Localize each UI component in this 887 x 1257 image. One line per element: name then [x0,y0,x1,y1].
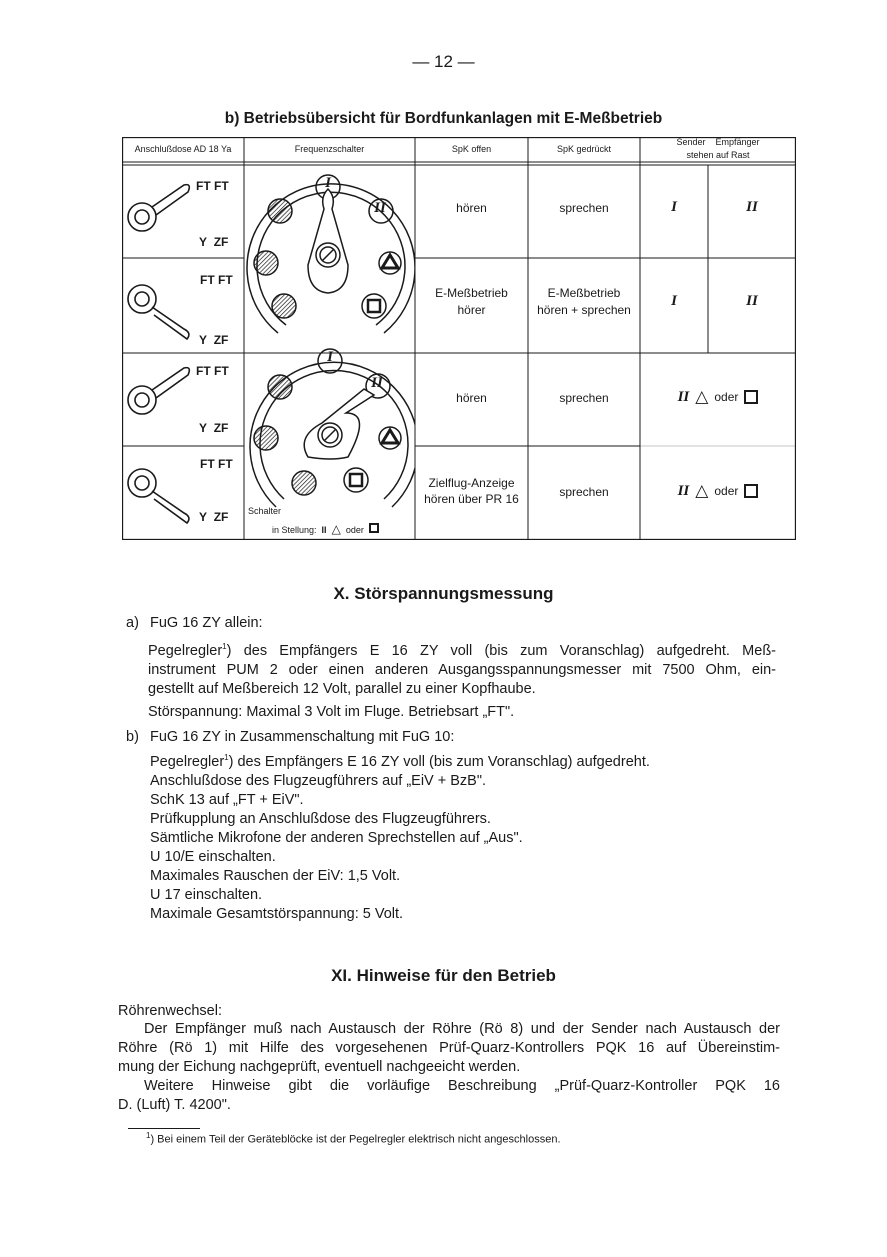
triangle-icon: △ [695,387,709,406]
square-icon [369,523,379,533]
dial-label-I: I [325,175,331,191]
plug-handle-up [128,185,189,231]
text-line: Sämtliche Mikrofone der anderen Sprechstellen auf „Aus". [150,829,523,846]
section-x-b-label: b) [126,729,139,745]
section-x-b-list [150,748,650,924]
text-line: instrument PUM 2 oder einen anderen Ausgangsspannungsmesser mit 7500 Ohm, ein- [148,661,776,678]
table-subtitle: b) Betriebsübersicht für Bordfunkanlagen mit E-Meßbetrieb [224,110,663,127]
plug-label-ft: FT FT [196,364,229,378]
row3-status: II △ oder [640,387,796,407]
row3-spk-gedrueckt: sprechen [559,391,609,405]
row4-spk-offen-line1: Zielflug-Anzeige [428,476,515,490]
section-x-a-paragraph [148,637,776,722]
row4-status: II △ oder [640,481,796,501]
frequency-switch-dial-lower [250,349,415,507]
operation-table [122,137,796,540]
row2-spk-offen-line2: hörer [457,303,486,317]
text-line: gestellt auf Meßbereich 12 Volt, parallel zu einer Kopfhaube. [148,680,536,697]
text-line: Maximale Gesamtstörspannung: 5 Volt. [150,905,404,922]
header-stehen-auf-rast: stehen auf Rast [686,150,750,160]
text-line: Anschlußdose des Flugzeugführers auf „EiV + BzB". [150,772,486,789]
row1-empfaenger: II [746,199,758,215]
text-line: Pegelregler$^1$) des Empfängers E 16 ZY voll (bis zum Voranschlag) aufgedreht. [150,753,650,770]
section-x-a-head: FuG 16 ZY allein: [150,615,263,631]
text-line: Prüfkupplung an Anschlußdose des Flugzeugführers. [150,810,491,827]
square-icon [744,390,758,404]
section-x-title: X. Störspannungsmessung [333,584,554,603]
row2-spk-gedrueckt-line2: hören + sprechen [537,303,631,317]
row4-spk-gedrueckt: sprechen [559,485,609,499]
row3-spk-offen: hören [456,391,487,405]
plug-handle-down [128,469,189,523]
plug-label-yzf: Y ZF [199,510,229,524]
row1-spk-gedrueckt: sprechen [559,201,609,215]
section-x-a-label: a) [126,615,139,631]
header-sender-empfaenger: Sender Empfänger [676,137,760,147]
text-line: Maximales Rauschen der EiV: 1,5 Volt. [150,867,401,884]
section-xi-head: Röhrenwechsel: [118,1003,222,1019]
text-line: U 17 einschalten. [150,886,263,903]
footnote: $^1$) Bei einem Teil der Geräteblöcke ist der Pegelregler elektrisch nicht angeschlossen. [146,1131,561,1146]
row4-spk-offen-line2: hören über PR 16 [424,492,519,506]
header-spk-gedrueckt: SpK gedrückt [556,144,612,154]
section-xi-paragraph [118,1020,780,1115]
plug-label-ft: FT FT [200,273,233,287]
dial-label-II: II [374,200,386,216]
plug-label-yzf: Y ZF [199,421,229,435]
plug-label-ft: FT FT [196,179,229,193]
row2-sender: I [671,293,677,309]
text-line: Weitere Hinweise gibt die vorläufige Beschreibung „Prüf-Quarz-Kontroller PQK 16 [144,1078,780,1094]
text-line: mung der Eichung nachgeprüft, eventuell nachgeeicht werden. [118,1059,521,1075]
plug-handle-down [128,285,189,339]
text-line: Störspannung: Maximal 3 Volt im Fluge. Betriebsart „FT". [148,703,515,720]
frequency-switch-dial-upper [247,175,415,333]
dial-label-I: I [327,349,333,365]
switch-position-caption: in Stellung: II △ oder [272,522,379,536]
row2-spk-offen-line1: E-Meßbetrieb [435,286,508,300]
plug-label-yzf: Y ZF [199,333,229,347]
plug-handle-up [128,368,189,414]
row1-spk-offen: hören [456,201,487,215]
text-line: D. (Luft) T. 4200". [118,1097,231,1113]
page-number: — 12 — [412,52,475,71]
section-x-b-head: FuG 16 ZY in Zusammenschaltung mit FuG 10: [150,729,455,745]
footnote-separator [128,1128,200,1129]
header-frequenzschalter: Frequenzschalter [294,144,365,154]
header-anschlussdose: Anschlußdose AD 18 Ya [134,144,232,154]
switch-caption: Schalter [248,506,282,516]
text-line: Der Empfänger muß nach Austausch der Röhre (Rö 8) und der Sender nach Austausch der [144,1021,780,1037]
row2-empfaenger: II [746,293,758,309]
text-line: SchK 13 auf „FT + EiV". [150,791,304,808]
row1-sender: I [671,199,677,215]
dial-label-II: II [371,375,383,391]
section-xi-title: XI. Hinweise für den Betrieb [331,966,556,985]
plug-label-ft: FT FT [200,457,233,471]
plug-drawings [122,165,244,540]
text-line: Pegelregler$^1$) des Empfängers E 16 ZY voll (bis zum Voranschlag) aufgedreht. Meß- [148,642,776,659]
square-icon [744,484,758,498]
text-line: U 10/E einschalten. [150,848,276,865]
triangle-icon: △ [695,481,709,500]
row2-spk-gedrueckt-line1: E-Meßbetrieb [547,286,621,300]
text-line: Röhre (Rö 1) mit Hilfe des vorgesehenen Prüf-Quarz-Kontrollers PQK 16 auf Übereinstim- [118,1040,780,1056]
plug-label-yzf: Y ZF [199,235,229,249]
header-spk-offen: SpK offen [451,144,492,154]
